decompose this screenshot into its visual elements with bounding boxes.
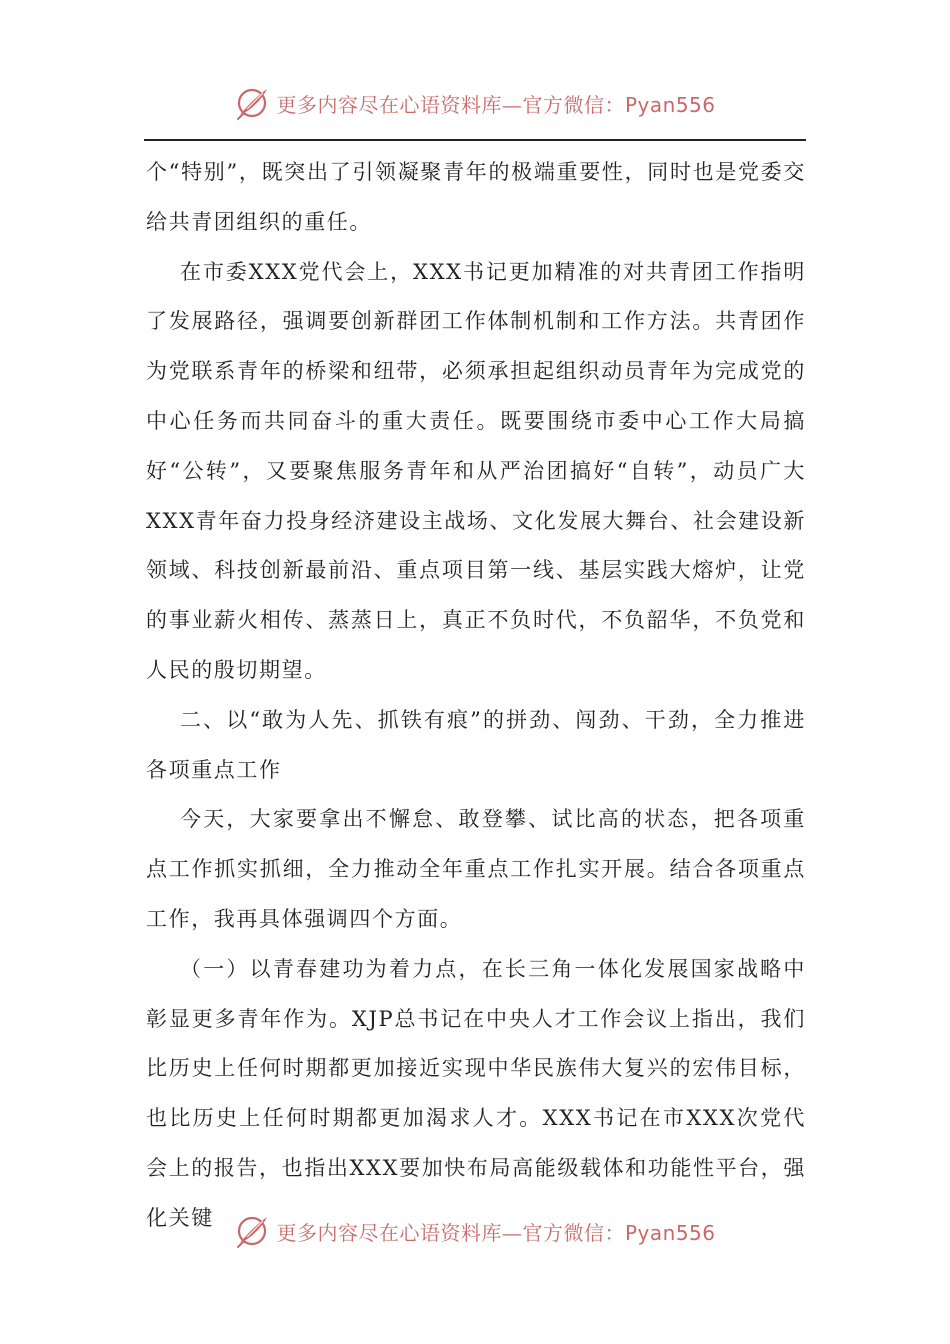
- banner-site-text: 更多内容尽在心语资料库—官方微信：: [276, 1220, 625, 1245]
- paragraph: 在市委XXX党代会上，XXX书记更加精准的对共青团工作指明了发展路径，强调要创新群团工作体制机制和工作方法。共青团作为党联系青年的桥梁和纽带，必须承担起组织动员青年为完成党的中心任务而共同奋斗的重大责任。既要围绕市委中心工作大局搞好“公转”，又要聚焦服务青年和从严治团搞好“自转”，动员广大XXX青年奋力投身经济建设主战场、文化发展大舞台、社会建设新领域、科技创新最前沿、重点项目第一线、基层实践大熔炉，让党的事业薪火相传、蒸蒸日上，真正不负时代，不负韶华，不负党和人民的殷切期望。: [146, 259, 806, 682]
- footer-banner: [0, 1211, 950, 1251]
- banner-handle: Pyan556: [624, 92, 716, 117]
- header-banner: [0, 83, 950, 123]
- banner-text: [276, 89, 715, 118]
- document-body: [146, 148, 806, 1244]
- section-heading: 二、以“敢为人先、抓铁有痕”的拼劲、闯劲、干劲，全力推进各项重点工作: [146, 707, 806, 782]
- banner-site-text: 更多内容尽在心语资料库—官方微信：: [276, 92, 625, 117]
- quill-pen-logo-icon: [234, 85, 270, 121]
- paragraph: 今天，大家要拿出不懈怠、敢登攀、试比高的状态，把各项重点工作抓实抓细，全力推动全年重点工作扎实开展。结合各项重点工作，我再具体强调四个方面。: [146, 807, 806, 931]
- quill-pen-logo-icon: [234, 1213, 270, 1249]
- banner-text: [276, 1217, 715, 1246]
- paragraph: （一）以青春建功为着力点，在长三角一体化发展国家战略中彰显更多青年作为。XJP总书记在中央人才工作会议上指出，我们比历史上任何时期都更加接近实现中华民族伟大复兴的宏伟目标，也比历史上任何时期都更加渴求人才。XXX书记在市XXX次党代会上的报告，也指出XXX要加快布局高能级载体和功能性平台，强化关键: [146, 956, 806, 1230]
- paragraph-continuation: 个“特别”，既突出了引领凝聚青年的极端重要性，同时也是党委交给共青团组织的重任。: [146, 160, 806, 234]
- banner-handle: Pyan556: [624, 1220, 716, 1245]
- header-divider: [144, 139, 806, 141]
